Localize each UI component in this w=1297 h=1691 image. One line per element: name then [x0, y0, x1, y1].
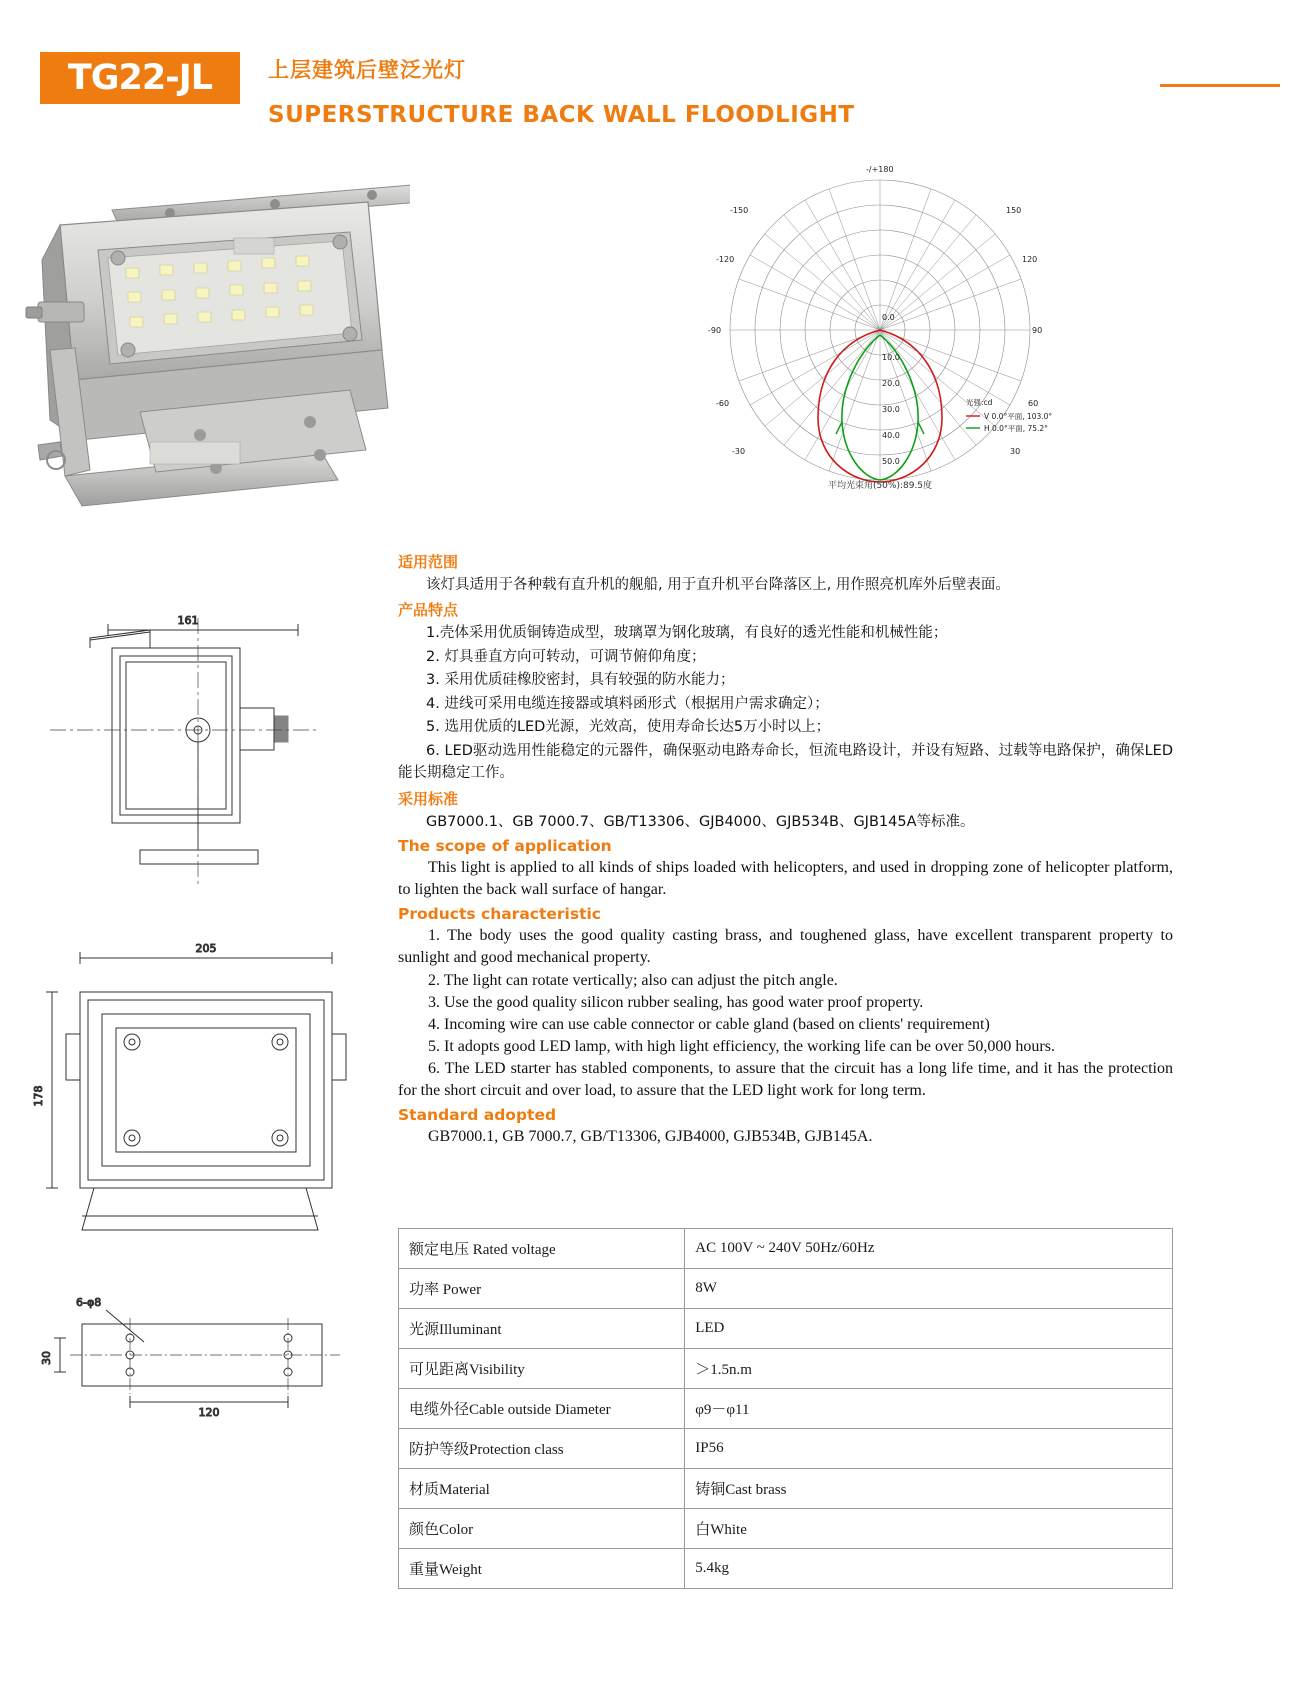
standard-cn-body: GB7000.1、GB 7000.7、GB/T13306、GJB4000、GJB534B、GJB145A等标准。: [426, 813, 975, 830]
spec-value: φ9－φ11: [685, 1389, 1173, 1429]
drawing-base-plate: [20, 1290, 360, 1419]
svg-text:-120: -120: [716, 255, 735, 264]
spec-key: 重量Weight: [399, 1549, 685, 1589]
feature-en-2: 2. The light can rotate vertically; also can adjust the pitch angle.: [428, 971, 838, 989]
table-row: [399, 1349, 1173, 1389]
svg-text:H 0.0°平面, 75.2°: H 0.0°平面, 75.2°: [984, 424, 1048, 433]
spec-value: IP56: [685, 1429, 1173, 1469]
spec-key: 光源Illuminant: [399, 1309, 685, 1349]
table-row: [399, 1389, 1173, 1429]
dim-205: 205: [195, 942, 217, 955]
table-row: [399, 1269, 1173, 1309]
drawing-side-view: [20, 600, 360, 900]
spec-value: AC 100V ~ 240V 50Hz/60Hz: [685, 1229, 1173, 1269]
table-row: [399, 1509, 1173, 1549]
table-row: [399, 1469, 1173, 1509]
specification-table: [398, 1228, 1173, 1589]
spec-key: 额定电压 Rated voltage: [399, 1229, 685, 1269]
page-title-en: SUPERSTRUCTURE BACK WALL FLOODLIGHT: [268, 102, 855, 128]
svg-text:40.0: 40.0: [882, 431, 900, 440]
svg-text:-150: -150: [730, 206, 749, 215]
table-row: [399, 1309, 1173, 1349]
light-distribution-diagram: [680, 140, 1080, 510]
heading-standard-cn: 采用标准: [398, 789, 459, 808]
spec-key: 颜色Color: [399, 1509, 685, 1549]
drawing-top-view: [20, 930, 360, 1250]
heading-scope-en: The scope of application: [398, 837, 612, 856]
svg-text:-30: -30: [732, 447, 746, 456]
cable-gland: [26, 302, 84, 322]
svg-text:30: 30: [1010, 447, 1021, 456]
svg-text:30.0: 30.0: [882, 405, 900, 414]
spec-value: 5.4kg: [685, 1549, 1173, 1589]
polar-caption: 平均光束角(50%):89.5度: [827, 481, 933, 491]
page-header: [0, 26, 1297, 128]
description-content: [398, 548, 1173, 1148]
feature-cn-5: 5. 选用优质的LED光源，光效高，使用寿命长达5万小时以上；: [426, 719, 831, 736]
feature-en-5: 5. It adopts good LED lamp, with high light efficiency, the working life can be over 50,000 hours.: [428, 1037, 1055, 1055]
svg-text:-60: -60: [716, 399, 730, 408]
model-badge: TG22-JL: [40, 52, 240, 104]
svg-text:120: 120: [1022, 255, 1038, 264]
svg-text:V 0.0°平面, 103.0°: V 0.0°平面, 103.0°: [984, 412, 1053, 421]
spec-key: 材质Material: [399, 1469, 685, 1509]
svg-text:0.0: 0.0: [882, 313, 895, 322]
spec-value: 铸铜Cast brass: [685, 1469, 1173, 1509]
scope-en-body: This light is applied to all kinds of ships loaded with helicopters, and used in dropping zone of helicopter platform, to lighten the back wall surface of hangar.: [398, 859, 1173, 899]
heading-features-en: Products characteristic: [398, 905, 601, 924]
spec-value: LED: [685, 1309, 1173, 1349]
svg-text:90: 90: [1032, 326, 1043, 335]
dim-30: 30: [40, 1351, 53, 1365]
header-rule: [1160, 84, 1280, 87]
feature-cn-3: 3. 采用优质硅橡胶密封，具有较强的防水能力；: [426, 672, 735, 689]
svg-text:10.0: 10.0: [882, 353, 900, 362]
heading-standard-en: Standard adopted: [398, 1106, 557, 1124]
spec-value: 8W: [685, 1269, 1173, 1309]
feature-cn-2: 2. 灯具垂直方向可转动，可调节俯仰角度；: [426, 648, 706, 665]
feature-en-4: 4. Incoming wire can use cable connector or cable gland (based on clients' requirement): [428, 1015, 990, 1033]
svg-text:50.0: 50.0: [882, 457, 900, 466]
spec-value: 白White: [685, 1509, 1173, 1549]
feature-en-3: 3. Use the good quality silicon rubber sealing, has good water proof property.: [428, 993, 924, 1011]
dim-6-phi-8: 6-φ8: [76, 1296, 102, 1309]
heading-features-cn: 产品特点: [398, 601, 459, 620]
dim-178: 178: [32, 1085, 45, 1107]
spec-key: 功率 Power: [399, 1269, 685, 1309]
standard-en-body: GB7000.1, GB 7000.7, GB/T13306, GJB4000, GJB534B, GJB145A.: [428, 1128, 873, 1145]
dim-120: 120: [198, 1406, 220, 1419]
table-row: [399, 1229, 1173, 1269]
polar-label-top: -/+180: [866, 165, 894, 174]
product-photo: [20, 150, 410, 520]
svg-text:150: 150: [1006, 206, 1022, 215]
svg-text:60: 60: [1028, 399, 1039, 408]
page-title-cn: 上层建筑后壁泛光灯: [268, 58, 466, 82]
svg-text:-90: -90: [708, 326, 722, 335]
spec-key: 电缆外径Cable outside Diameter: [399, 1389, 685, 1429]
table-row: [399, 1549, 1173, 1589]
feature-en-6: 6. The LED starter has stabled components, to assure that the circuit has a long life time, and it has the protection for the short circuit and over load, to assure that the LED light work for long term.: [398, 1059, 1173, 1099]
table-row: [399, 1429, 1173, 1469]
feature-cn-4: 4. 进线可采用电缆连接器或填料函形式（根据用户需求确定）；: [426, 695, 829, 712]
feature-en-1: 1. The body uses the good quality casting brass, and toughened glass, have excellent transparent property to sunlight and good mechanical property.: [398, 927, 1173, 967]
heading-scope-cn: 适用范围: [398, 553, 459, 571]
feature-cn-6: 6. LED驱动选用性能稳定的元器件，确保驱动电路寿命长，恒流电路设计，并设有短路、过载等电路保护，确保LED能长期稳定工作。: [398, 742, 1173, 782]
svg-text:光强:cd: 光强:cd: [966, 398, 993, 407]
scope-cn-body: 该灯具适用于各种载有直升机的舰船, 用于直升机平台降落区上, 用作照亮机库外后壁表面。: [426, 577, 1010, 593]
spec-value: ＞1.5n.m: [685, 1349, 1173, 1389]
feature-cn-1: 1.壳体采用优质铜铸造成型，玻璃罩为钢化玻璃，有良好的透光性能和机械性能；: [426, 625, 948, 642]
spec-key: 防护等级Protection class: [399, 1429, 685, 1469]
dim-161: 161: [177, 614, 199, 627]
spec-key: 可见距离Visibility: [399, 1349, 685, 1389]
svg-text:20.0: 20.0: [882, 379, 900, 388]
